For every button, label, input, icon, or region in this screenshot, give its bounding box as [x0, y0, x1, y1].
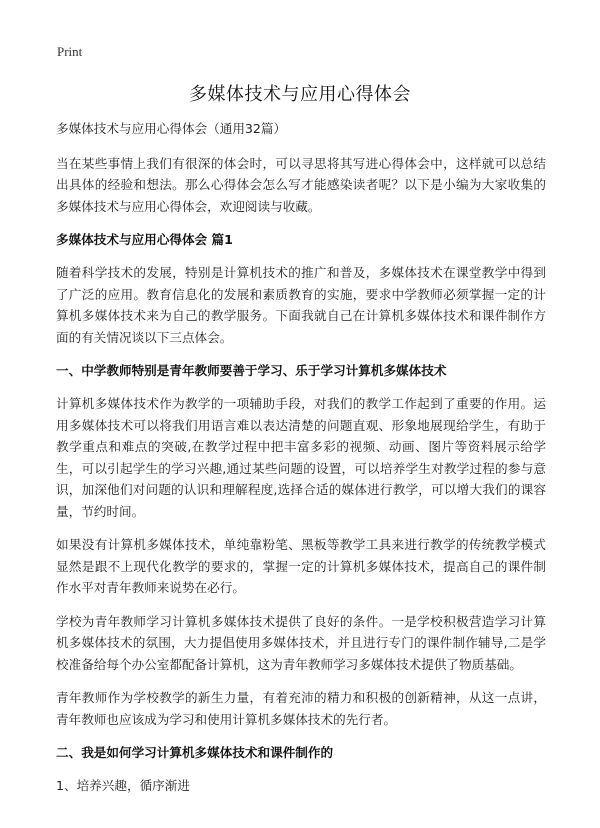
- intro-paragraph: 当在某些事情上我们有很深的体会时，可以寻思将其写进心得体会中，这样就可以总结出具体的经验和想法。那么心得体会怎么写才能感染读者呢？以下是小编为大家收集的多媒体技术与应用心得体会，欢迎阅读与收藏。: [56, 155, 546, 214]
- section-1-heading: 一、中学教师特别是青年教师要善于学习、乐于学习计算机多媒体技术: [56, 363, 447, 378]
- section-2-item: 1、培养兴趣，循序渐进: [56, 778, 190, 793]
- section-2-heading: 二、我是如何学习计算机多媒体技术和课件制作的: [56, 745, 334, 760]
- article-heading: 多媒体技术与应用心得体会 篇1: [56, 232, 233, 247]
- section-1-paragraph: 青年教师作为学校教学的新生力量，有着充沛的精力和积极的创新精神，从这一点讲，青年教师也应该成为学习和使用计算机多媒体技术的先行者。: [56, 690, 546, 727]
- document-subtitle: 多媒体技术与应用心得体会（通用32篇）: [56, 121, 287, 136]
- section-1-paragraph: 计算机多媒体技术作为教学的一项辅助手段，对我们的教学工作起到了重要的作用。运用多媒体技术可以将我们用语言难以表达清楚的问题直观、形象地展现给学生，有助于教学重点和难点的突破,在教学过程中把丰富多彩的视频、动画、图片等资料展示给学生，可以引起学生的学习兴趣,通过某些问题的设置，可以培养学生对教学过程的参与意识，加深他们对问题的认识和理解程度,选择合适的媒体进行教学，可以增大我们的课容量，节约时间。: [56, 396, 546, 519]
- article-intro-paragraph: 随着科学技术的发展，特别是计算机技术的推广和普及，多媒体技术在课堂教学中得到了广泛的应用。教育信息化的发展和素质教育的实施，要求中学教师必须掌握一定的计算机多媒体技术来为自己的教学服务。下面我就自己在计算机多媒体技术和课件制作方面的有关情况谈以下三点体会。: [56, 265, 546, 345]
- section-1-paragraph: 如果没有计算机多媒体技术，单纯靠粉笔、黑板等教学工具来进行教学的传统教学模式显然是跟不上现代化教学的要求的，掌握一定的计算机多媒体技术，提高自己的课件制作水平对青年教师来说势在必行。: [56, 537, 546, 595]
- document-body: [56, 118, 546, 809]
- print-link[interactable]: Print: [57, 44, 83, 59]
- document-title: 多媒体技术与应用心得体会: [189, 84, 411, 105]
- section-1-paragraph: 学校为青年教师学习计算机多媒体技术提供了良好的条件。一是学校积极营造学习计算机多媒体技术的氛围，大力提倡使用多媒体技术，并且进行专门的课件制作辅导,二是学校准备给每个办公室都配备计算机，这为青年教师学习多媒体技术提供了物质基础。: [56, 613, 546, 672]
